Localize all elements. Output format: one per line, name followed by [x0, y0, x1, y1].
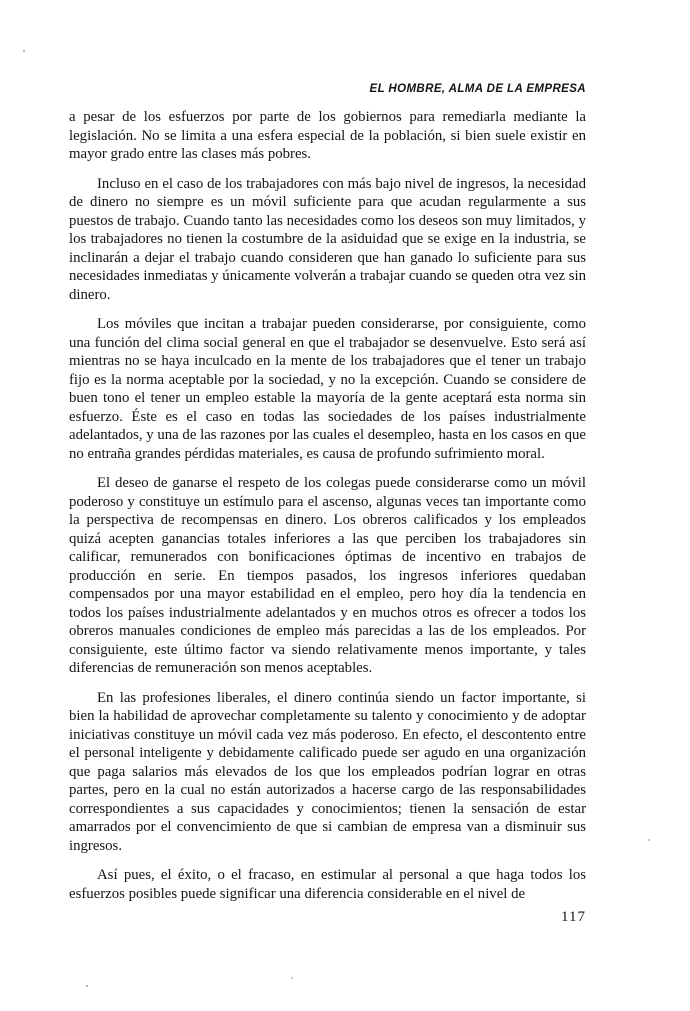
running-header: EL HOMBRE, ALMA DE LA EMPRESA [369, 83, 586, 95]
paragraph: En las profesiones liberales, el dinero continúa siendo un factor importante, si bien la habilidad de aprovechar completamente su talento y conocimiento y de adoptar iniciativas constituye un móvil cada vez más poderoso. En efecto, el descontento entre el personal inteligente y debidamente calificado puede ser agudo en una organización que paga salarios más elevados de los que los empleados podrían lograr en otras partes, pero en la cual no están autorizados a hacerse cargo de las responsabilidades correspondientes a sus capacidades y conocimientos; tienen la sensación de estar amarrados por el convencimiento de que si cambian de empresa van a disminuir sus ingresos. [69, 689, 586, 854]
page-number: 117 [561, 909, 586, 925]
body-paragraphs [69, 108, 586, 914]
paragraph: El deseo de ganarse el respeto de los colegas puede considerarse como un móvil poderoso y constituye un estímulo para el ascenso, algunas veces tan importante como la perspectiva de recompensas en dinero. Los obreros calificados y los empleados quizá acepten ganancias totales inferiores a las que perciben los trabajadores sin calificar, remunerados con bonificaciones óptimas de incentivo en trabajos de producción en serie. En tiempos pasados, los ingresos inferiores quedaban compensados por una mayor estabilidad en el empleo, pero hoy día la tendencia en todos los países industrialmente adelantados y en muchos otros es ofrecer a todos los obreros manuales condiciones de empleo más parecidas a las de los empleados. Por consiguiente, este último factor va siendo relativamente menos importante, y tales diferencias de remuneración son menos aceptables. [69, 475, 586, 676]
paragraph: Incluso en el caso de los trabajadores con más bajo nivel de ingresos, la necesidad de dinero no siempre es un móvil suficiente para que acudan regularmente a sus puestos de trabajo. Cuando tanto las necesidades como los deseos son muy limitados, y los trabajadores no tienen la costumbre de la asiduidad que se exige en la industria, se inclinarán a dejar el trabajo cuando consideren que han ganado lo suficiente para sus necesidades inmediatas y únicamente volverán a trabajar cuando se queden otra vez sin dinero. [69, 175, 586, 303]
paragraph: a pesar de los esfuerzos por parte de los gobiernos para remediarla mediante la legislación. No se limita a una esfera especial de la población, si bien suele existir en mayor grado entre las clases más pobres. [69, 109, 586, 162]
scan-speck [648, 839, 650, 841]
scan-speck [86, 985, 88, 987]
paragraph: Los móviles que incitan a trabajar pueden considerarse, por consiguiente, como una función del clima social general en que el trabajador se desenvuelve. Esto será así mientras no se haya inculcado en la mente de los trabajadores que el tener un trabajo fijo es la norma aceptable por la sociedad, y no la excepción. Cuando se considere de buen tono el tener un empleo estable la mayoría de la gente aceptará esta norma sin esfuerzo. Éste es el caso en todas las sociedades de los países industrialmente adelantados, y una de las razones por las cuales el desempleo, hasta en los casos en que no entraña grandes pérdidas materiales, es causa de profundo sufrimiento moral. [69, 316, 586, 462]
scan-speck [23, 50, 25, 52]
paragraph: Así pues, el éxito, o el fracaso, en estimular al personal a que haga todos los esfuerzos posibles puede significar una diferencia considerable en el nivel de [69, 867, 586, 902]
scan-speck [291, 977, 293, 979]
